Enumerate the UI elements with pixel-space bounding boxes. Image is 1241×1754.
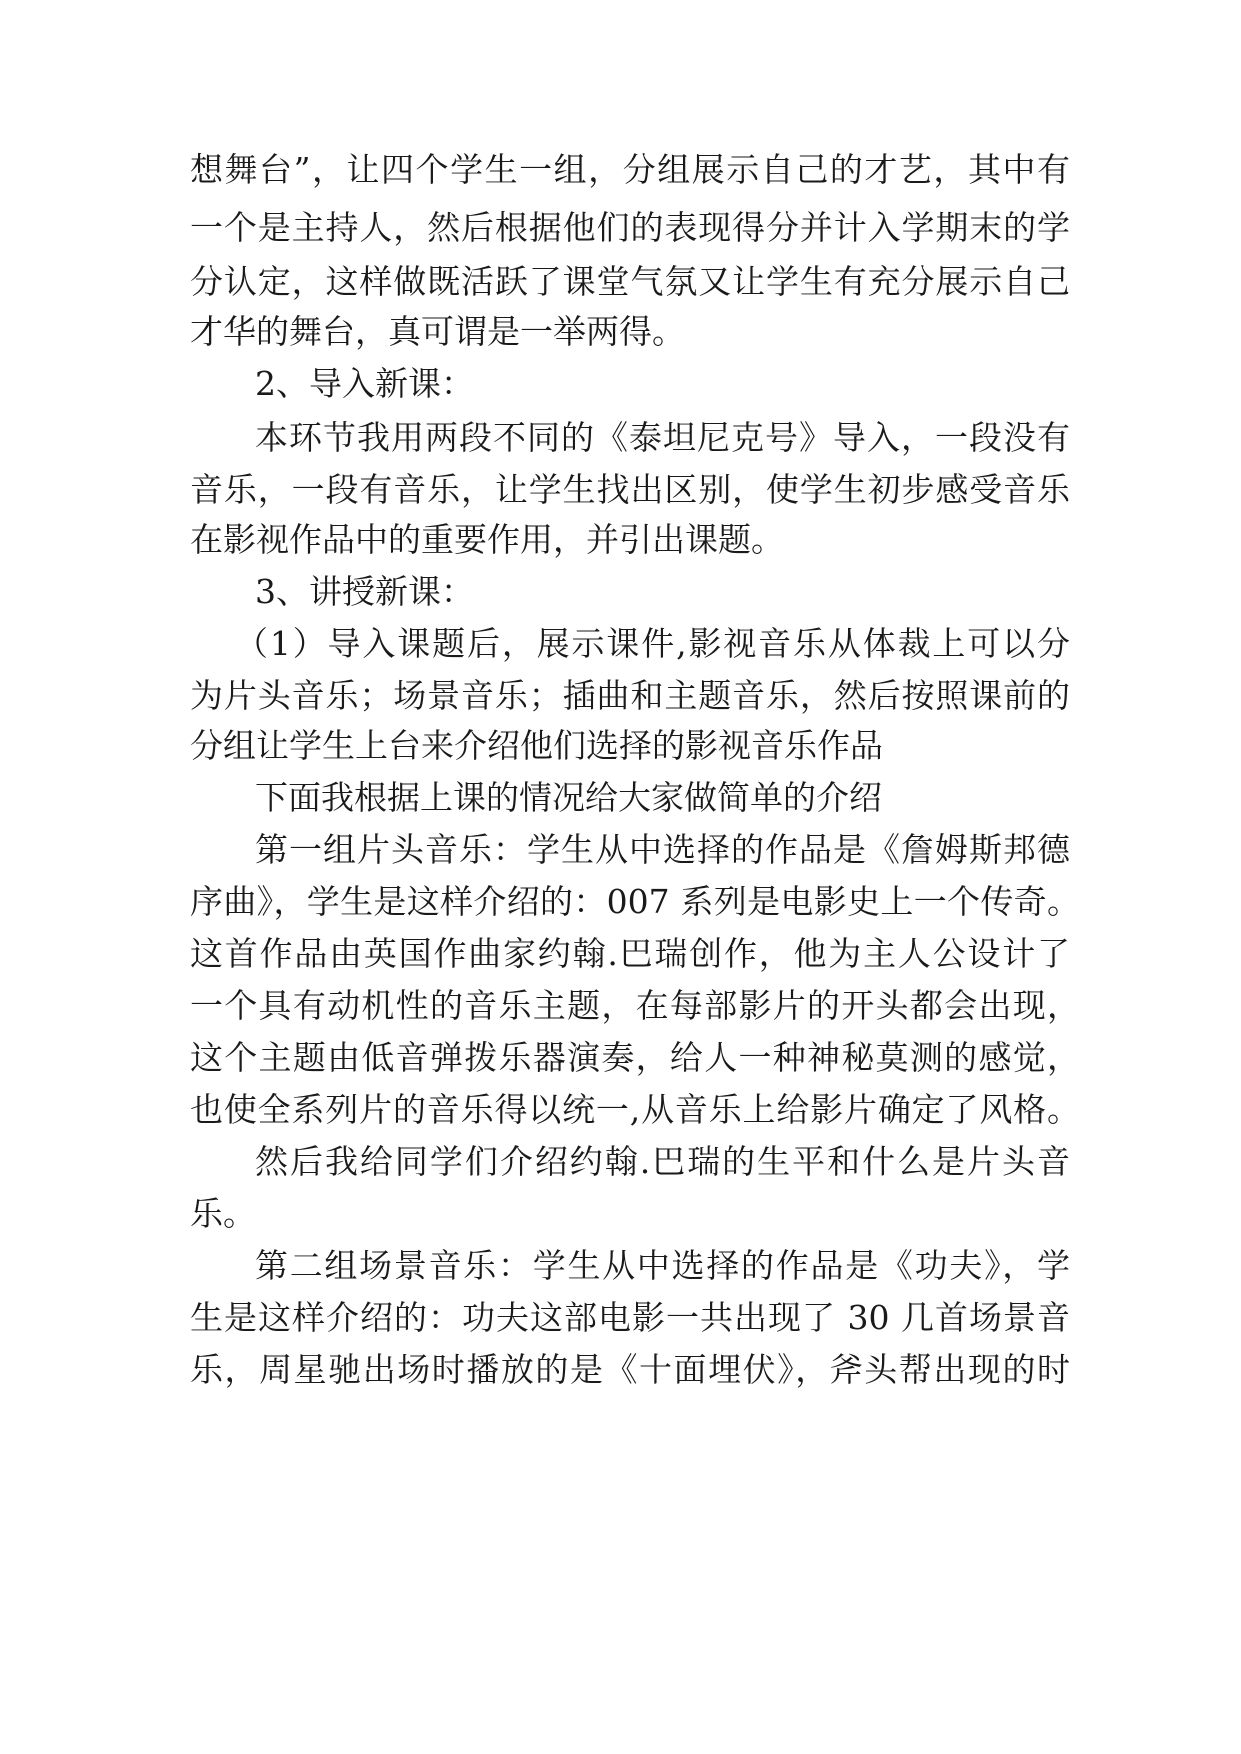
text-line: 下面我根据上课的情况给大家做简单的介绍 — [255, 778, 882, 817]
text-line: 分组让学生上台来介绍他们选择的影视音乐作品 — [190, 726, 883, 765]
text-line: 一个具有动机性的音乐主题，在每部影片的开头都会出现， — [190, 986, 1080, 1025]
text-line: 才华的舞台，真可谓是一举两得。 — [190, 312, 685, 351]
text-line: 然后我给同学们介绍约翰.巴瑞的生平和什么是片头音 — [255, 1142, 1070, 1181]
text-line: 乐。 — [190, 1194, 256, 1233]
text-line: 音乐，一段有音乐，让学生找出区别，使学生初步感受音乐 — [190, 470, 1070, 509]
section-heading: 3、讲授新课： — [255, 572, 474, 611]
text-line: 也使全系列片的音乐得以统一,从音乐上给影片确定了风格。 — [190, 1090, 1080, 1129]
text-line: 生是这样介绍的：功夫这部电影一共出现了 30 几首场景音 — [190, 1298, 1070, 1337]
text-line: 在影视作品中的重要作用，并引出课题。 — [190, 520, 784, 559]
text-line: 分认定，这样做既活跃了课堂气氛又让学生有充分展示自己 — [190, 262, 1070, 301]
text-line: 为片头音乐；场景音乐；插曲和主题音乐，然后按照课前的 — [190, 676, 1070, 715]
text-line: 序曲》，学生是这样介绍的：007 系列是电影史上一个传奇。 — [190, 882, 1080, 921]
section-heading: 2、导入新课： — [255, 364, 474, 403]
text-line: 一个是主持人，然后根据他们的表现得分并计入学期末的学 — [190, 208, 1070, 247]
text-line: 想舞台”，让四个学生一组，分组展示自己的才艺，其中有 — [190, 150, 1070, 189]
text-line: 第一组片头音乐：学生从中选择的作品是《詹姆斯邦德 — [255, 830, 1070, 869]
text-line: 乐，周星驰出场时播放的是《十面埋伏》，斧头帮出现的时 — [190, 1350, 1070, 1389]
text-line: 这个主题由低音弹拨乐器演奏，给人一种神秘莫测的感觉， — [190, 1038, 1080, 1077]
text-line: （1）导入课题后，展示课件,影视音乐从体裁上可以分 — [235, 624, 1070, 663]
text-line: 这首作品由英国作曲家约翰.巴瑞创作，他为主人公设计了 — [190, 934, 1070, 973]
text-line: 第二组场景音乐：学生从中选择的作品是《功夫》，学 — [255, 1246, 1070, 1285]
text-line: 本环节我用两段不同的《泰坦尼克号》导入，一段没有 — [255, 418, 1070, 457]
